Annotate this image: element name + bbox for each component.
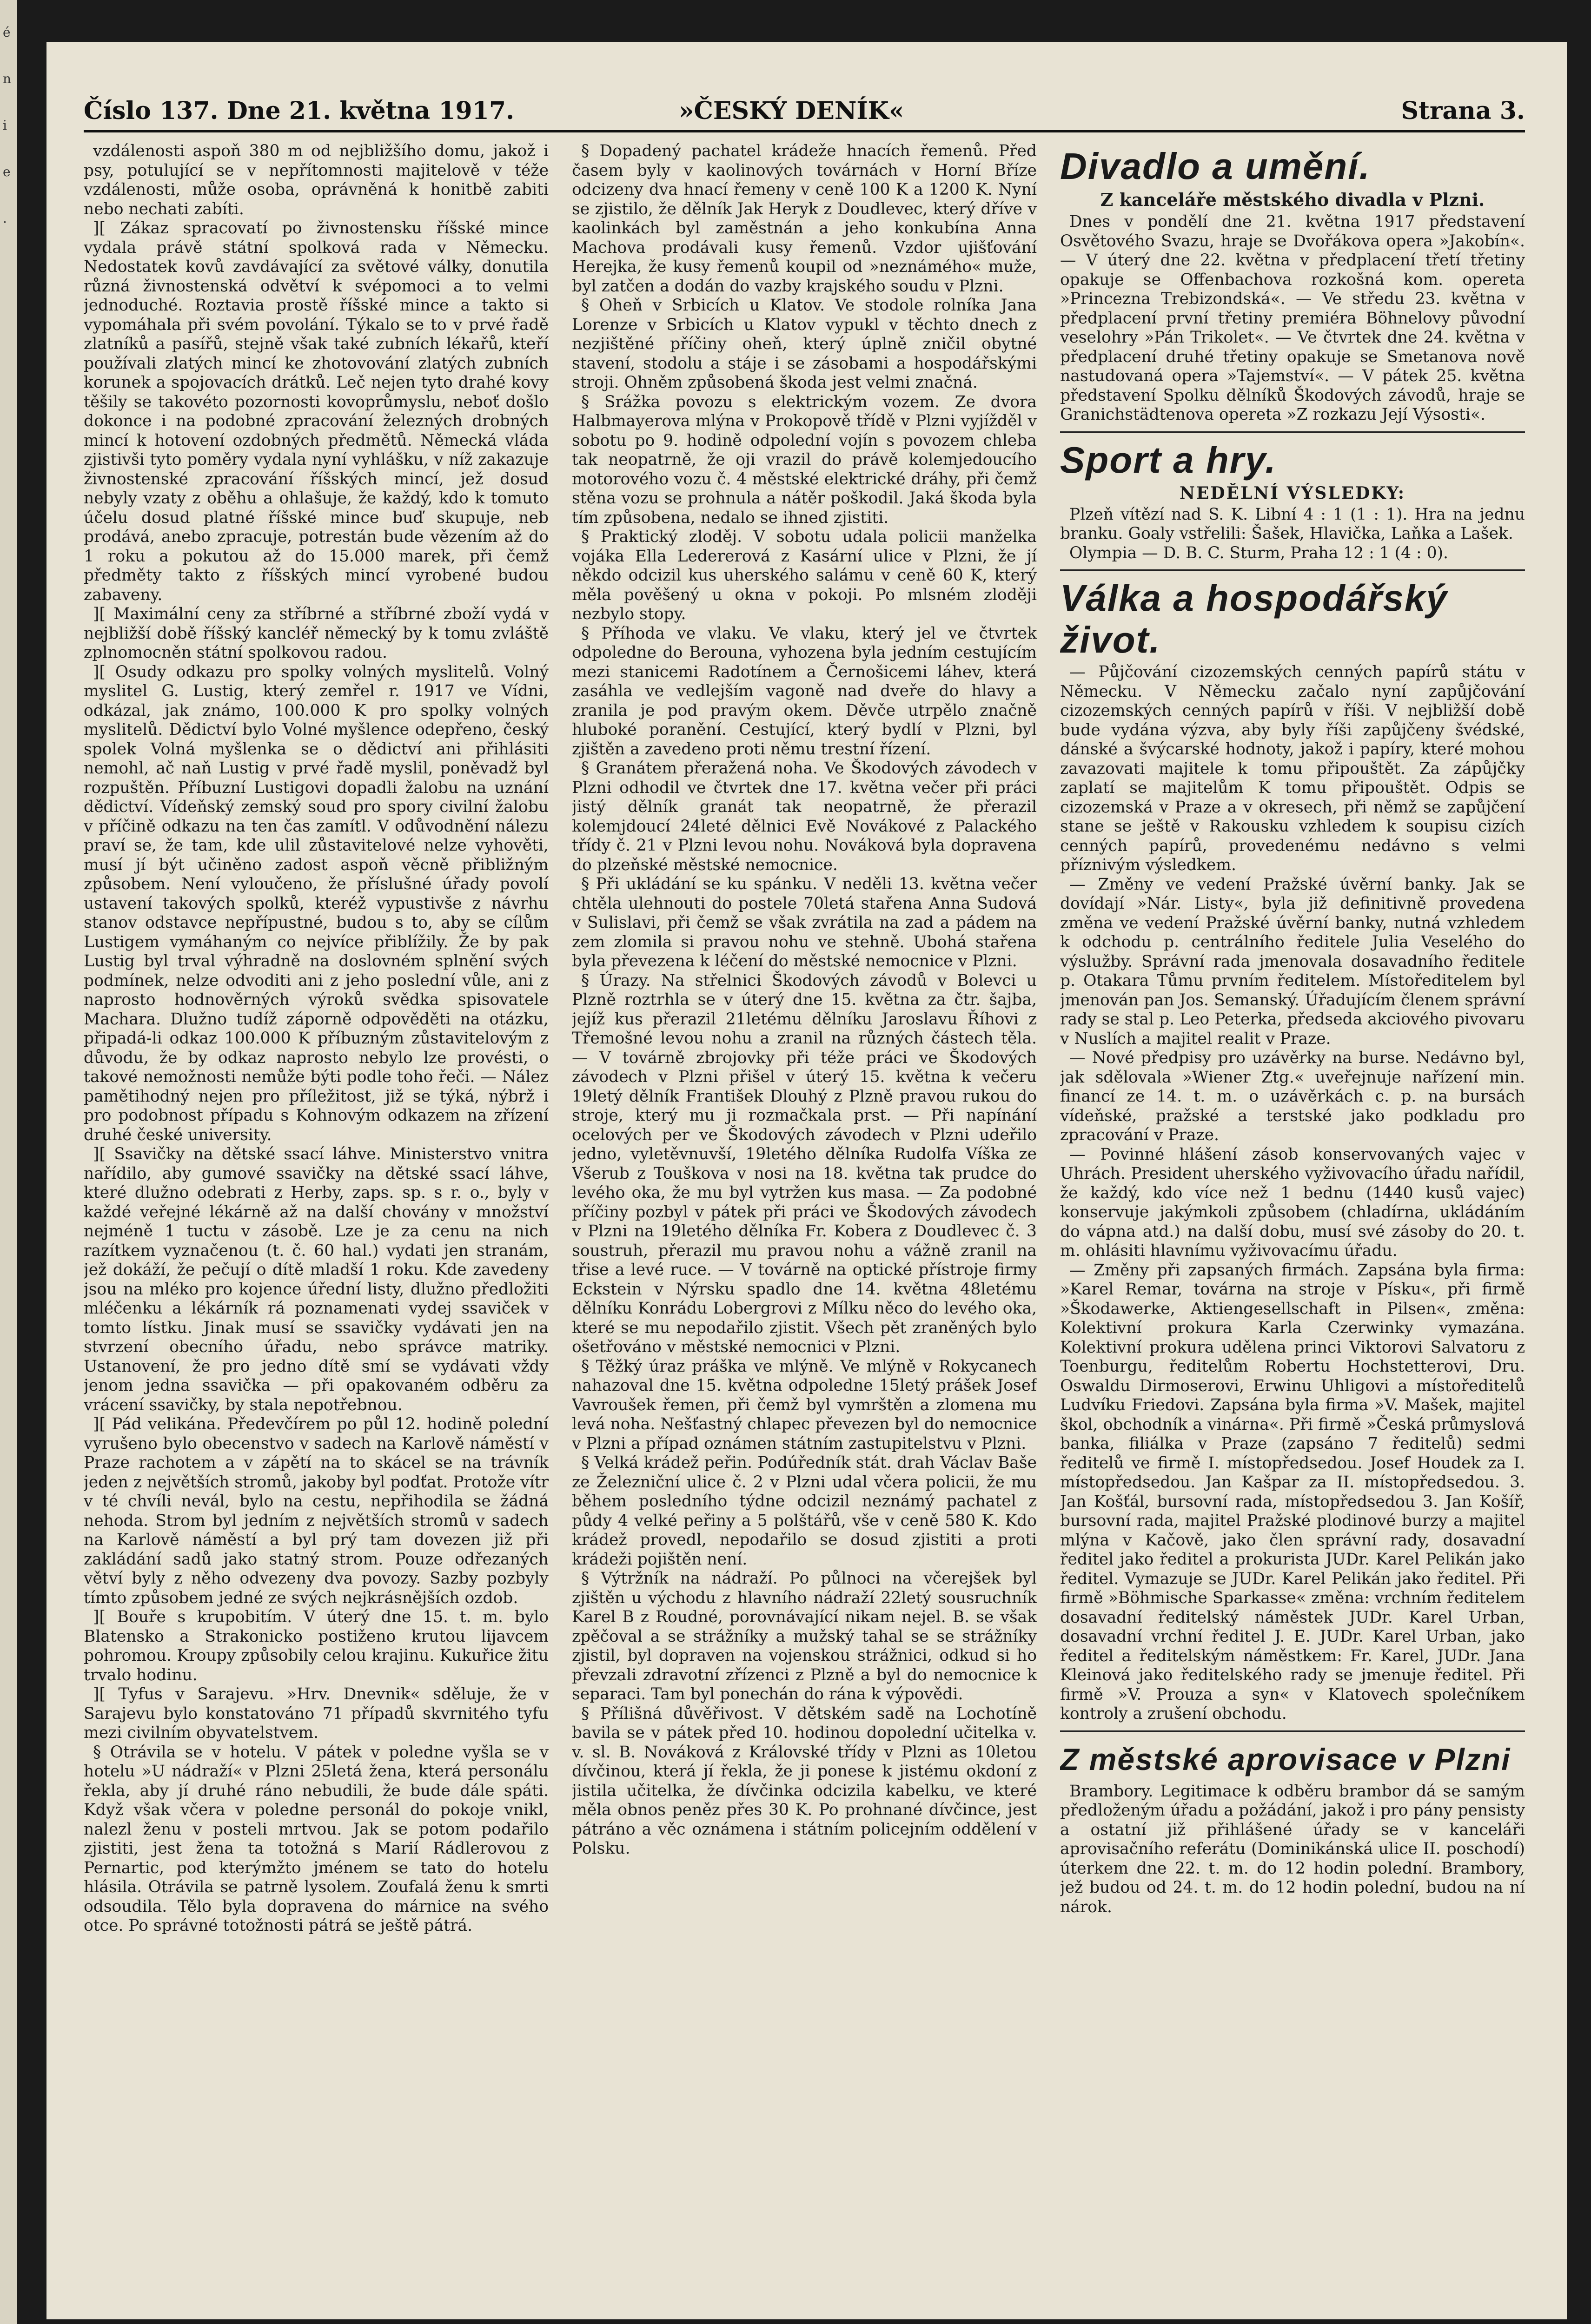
economy-article: — Nové předpisy pro uzávěrky na burse. Nedávno byl, jak sdělovala »Wiener Ztg.« uveřejnuje nařízení min. financí ze 14. t. m. o uzávěrkách c. p. na bursách vídeňské, pražské a terstské jako podkladu pro zpracování v Praze. bbox=[1060, 1049, 1525, 1144]
news-article: ][ Pád velikána. Předevčírem po půl 12. hodině polední vyrušeno bylo obecenstvo v sadech na Karlově náměstí v Praze rachotem a v zápětí na to skácel se na trávník jeden z největších stromů, jakoby byl podťat. Protože vítr v té chvíli nevál, bylo na cestu, nepřihodila se žádná nehoda. Strom byl jedním z největších stromů v sadech na Karlově náměstí a byl prý tam dovezen již při zakládání sadů jako statný strom. Pouze odřezaných větví byly z něho odvezeny dva povozy. Sazby pozbyly tímto způsobem jedné ze svých nejkrásnějších ozdob. bbox=[84, 1415, 549, 1607]
news-article: § Dopadený pachatel krádeže hnacích řemenů. Před časem byly v kaolinových továrnách v Horní Bříze odcizeny dva hnací řemeny v ceně 100 K a 1200 K. Nyní se zjistilo, že dělník Jak Heryk z Doudlevec, který dříve v kaolinkách byl zaměstnán a jeho konkubína Anna Machova prodávali kusy řemenů. Vzdor ujišťování Herejka, že kusy řemenů koupil od »neznámého« muže, byl zatčen a dodán do vazby krajského soudu v Plzni. bbox=[572, 142, 1037, 296]
sport-text: Plzeň vítězí nad S. K. Libní 4 : 1 (1 : 1). Hra na jednu branku. Goaly vstřelili: Šašek, Hlavička, Laňka a Lašek. bbox=[1060, 505, 1525, 543]
divider bbox=[1060, 1730, 1525, 1732]
newspaper-page bbox=[46, 42, 1567, 2319]
news-article: vzdálenosti aspoň 380 m od nejbližšího domu, jakož i psy, potulující se v nepřítomnosti majitelově v téže vzdálenosti, může osoba, oprávněná k honitbě zabiti nebo nechati zabíti. bbox=[84, 142, 549, 218]
news-article: ][ Maximální ceny za stříbrné a stříbrné zboží vydá v nejbližší době říšský kancléř německý by k tomu zvláště zplnomocněn státní spolkovou radou. bbox=[84, 605, 549, 662]
news-article: § Při ukládání se ku spánku. V neděli 13. května večer chtěla ulehnouti do postele 70letá stařena Anna Sudová v Sulislavi, při čemž se však zvrátila na zad a pádem na zem zlomila si pravou nohu ve stehně. Ubohá stařena byla převezena k léčení do městské nemocnice v Plzni. bbox=[572, 875, 1037, 971]
column-1 bbox=[84, 142, 549, 2289]
news-article: § Velká krádež peřin. Podúředník stát. drah Václav Baše ze Železniční ulice č. 2 v Plzni udal včera policii, že mu během posledního týdne odcizil neznámý pachatel z půdy 4 velké peřiny a 5 polštářů, vše v ceně 580 K. Kdo krádež provedl, nepodařilo se dosud zjistiti a proti krádeži pojištěn není. bbox=[572, 1453, 1037, 1569]
news-article: § Srážka povozu s elektrickým vozem. Ze dvora Halbmayerova mlýna v Prokopově třídě v Plzni vyjížděl v sobotu po 9. hodině odpolední vojín s povozem chleba tak neopatrně, že oji vrazil do právě kolemjedoucího motorového vozu č. 4 městské elektrické dráhy, při čemž stěna vozu se prohnula a nátěr poškodil. Jaká škoda byla tím způsobena, nedalo se ihned zjistiti. bbox=[572, 392, 1037, 527]
newspaper-title: »ČESKÝ DENÍK« bbox=[679, 97, 904, 125]
column-3 bbox=[1060, 142, 1525, 2289]
divider bbox=[1060, 569, 1525, 571]
news-article: § Úrazy. Na střelnici Škodových závodů v Bolevci u Plzně roztrhla se v úterý dne 15. května za čtr. šajba, jejíž kus přerazil 21letému dělníku Jaroslavu Říhovi z Třemošné levou nohu a zranil na různých částech těla. — V továrně zbrojovky při téže práci ve Škodových závodech v Plzni přišel v úterý 15. května k večeru 19letý dělník František Dlouhý z Plzně pravou rukou do stroje, který mu ji rozmačkala prst. — Při napínání ocelových per ve Škodových závodech v Plzni udeřilo jedno, vyletěvnuvší, 19letého dělníka Rudolfa Víška ze Všerub z Touškova v nosi na 18. května tak prudce do levého oka, že mu byl vytržen kus masa. — Za podobné příčiny pozbyl v pátek při práci ve Škodových závodech v Plzni na 19letého dělníka Fr. Kobera z Doudlevec č. 3 soustruh, přerazil mu pravou nohu a vážně zranil na třise a levé ruce. — V továrně na optické přístroje firmy Eckstein v Nýrsku spadlo dne 14. května 48letému dělníku Konrádu Lobergrovi z Mílku něco do levého oka, které se mu nepodařilo zjistit. Všech pět zraněných bylo ošetřováno v městské nemocnici v Plzni. bbox=[572, 971, 1037, 1356]
section-heading-provisioning: Z městské aprovisace v Plzni bbox=[1060, 1742, 1511, 1776]
news-article: ][ Bouře s krupobitím. V úterý dne 15. t. m. bylo Blatensko a Strakonicko postiženo krutou lijavcem pohromou. Kroupy způsobily celou krajinu. Kukuřice žitu trvalo hodinu. bbox=[84, 1608, 549, 1684]
theatre-subheading: Z kanceláře městského divadla v Plzni. bbox=[1100, 189, 1485, 210]
provisioning-text: Brambory. Legitimace k odběru brambor dá se samým předloženým úřadu a požádání, jakož i pro pány pensisty a ostatní již přihlášené úřady se v kanceláři aprovisačního referátu (Dominikánská ulice II. poschodí) úterkem dne 22. t. m. do 12 hodin polední. Brambory, jež budou od 24. t. m. do 12 hodin polední, budou na ní nárok. bbox=[1060, 1782, 1525, 1916]
news-article: ][ Osudy odkazu pro spolky volných myslitelů. Volný myslitel G. Lustig, který zemřel r. 1917 ve Vídni, odkázal, jak známo, 100.000 K pro spolky volných myslitelů. Dědictví bylo Volné myšlence odepřeno, český spolek Volná myšlenka se o dědictví ani přihlásiti nemohl, ač naň Lustig v prvé řadě myslil, poněvadž byl rozpuštěn. Příbuzní Lustigovi dopadli žalobu na uznání dědictví. Vídeňský zemský soud pro spory civilní žalobu v příčině odkazu na ten čas zamítl. V odůvodnění nálezu praví se, že tam, kde ulil zůstavitelové nelze vyhověti, musí jí být učiněno zadost aspoň věcně přibližným způsobem. Není vyloučeno, že příslušné úřady povolí ustavení takových spolků, kteréž vypustivše z návrhu stanov odstavce nepřípustné, budou s to, aby se cílům Lustigem vymáhaným co nejvíce přiblížily. Že by pak Lustig byl trval výhradně na doslovném splnění svých podmínek, nelze odvoditi ani z jeho poslední vůle, ani z naprosto hodnověrných výroků svědka spisovatele Machara. Dlužno tudíž záporně odpověděti na otázku, připadá-li odkaz 100.000 K příbuzným zůstavitelovým z důvodu, že by odkaz naprosto nebylo lze provésti, o takové nemožnosti nemůže býti podle toho řeči. — Nález pamětihodný nejen pro příležitost, již se týká, nýbrž i pro podobnost případu s Kohnovým odkazem na zřízení druhé české university. bbox=[84, 662, 549, 1144]
news-article: ][ Zákaz spracovatí po živnostensku říšské mince vydala právě státní spolková rada v Německu. Nedostatek kovů zavdávající za světové války, donutila různá živnostenská odvětví k svépomoci a to velmi jednoduché. Roztavia prostě říšské mince a takto si vypomáhala při svém povolání. Týkalo se to v prvé řadě zlatníků a pasířů, stejně však také zubních lékařů, kteří používali zlatých mincí ke zhotovování zlatých zubních korunek a spojovacích drátků. Leč nejen tyto drahé kovy těšily se takovéto pozornosti kovoprůmyslu, neboť došlo dokonce i na podobné zpracování železných drobných mincí k hotovení ozdobných předmětů. Německá vláda zjistivši tyto poměry vydala nyní vyhlášku, v níž zakazuje živnostenské zpracování říšských mincí, jež dosud nebyly vzaty z oběhu a ohlašuje, že každý, kdo k tomuto účelu dosud platné říšské mince buď skupuje, neb prodává, anebo zpracuje, potrestán bude vězením až do 1 roku a pokutou až do 15.000 marek, při čemž předměty takto z říšských mincí vyrobené budou zabaveny. bbox=[84, 219, 549, 604]
theatre-text: Dnes v pondělí dne 21. května 1917 představení Osvětového Svazu, hraje se Dvořákova opera »Jakobín«. — V úterý dne 22. května v předplacení třetí třetiny opakuje se Offenbachova rozkošná kom. opereta »Princezna Trebizondská«. — Ve středu 23. května v předplacení první třetiny premiéra Böhnelovy původní veselohry »Pán Trikolet«. — Ve čtvrtek dne 24. května v předplacení druhé třetiny opakuje se Smetanova nově nastudovaná opera »Tajemství«. — V pátek 25. května představení Spolku dělníků Škodových závodů, hraje se Granichstädtenova opereta »Z rozkazu Její Výsosti«. bbox=[1060, 212, 1525, 424]
news-article: § Otrávila se v hotelu. V pátek v poledne vyšla se v hotelu »U nádraží« v Plzni 25letá žena, která personálu řekla, aby jí druhé ráno nebudili, že bude dále spáti. Když však včera v poledne personál do pokoje vnikl, nalezl ženu v posteli mrtvou. Jak se potom podařilo zjistiti, jest žena ta totožná s Marií Rádlerovou z Pernartic, pod kterýmžto jménem se tato do hotelu hlásila. Otrávila se patrně lysolem. Zoufalá ženu k smrti odsoudila. Tělo byla dopravena do márnice na svého otce. Po správné totožnosti pátrá se ještě pátrá. bbox=[84, 1743, 549, 1935]
left-page-edge: é n i e . bbox=[0, 0, 17, 2324]
economy-article: — Povinné hlášení zásob konservovaných vajec v Uhrách. President uherského vyživovacího úřadu nařídil, že každý, kdo více než 1 bednu (1440 kusů vajec) konservuje jakýmkoli způsobem (chladírna, ukládáním do vápna atd.) na další dobu, musí své zásoby do 20. t. m. ohlásiti hlavnímu vyživovacímu úřadu. bbox=[1060, 1145, 1525, 1260]
section-heading-economy: Válka a hospodářský život. bbox=[1060, 577, 1448, 660]
section-heading-theatre: Divadlo a umění. bbox=[1060, 145, 1371, 187]
sport-subheading: NEDĚLNÍ VÝSLEDKY: bbox=[1179, 483, 1406, 503]
news-article: § Oheň v Srbicích u Klatov. Ve stodole rolníka Jana Lorenze v Srbicích u Klatov vypukl v těchto dnech z nezjištěné příčiny oheň, který úplně zničil obytné stavení, stodolu a stáje i se zásobami a hospodářskými stroji. Ohněm způsobená škoda jest velmi značná. bbox=[572, 296, 1037, 392]
news-article: § Praktický zloděj. V sobotu udala policii manželka vojáka Ella Ledererová z Kasární ulice v Plzni, že jí někdo odcizil kus uherského salámu v ceně 60 K, který měla pověšený u okna v pokoji. Po mlsném zloději nezbylo stopy. bbox=[572, 528, 1037, 623]
issue-info: Číslo 137. Dne 21. května 1917. bbox=[84, 97, 515, 125]
news-article: § Granátem přeražená noha. Ve Škodových závodech v Plzni odhodil ve čtvrtek dne 17. května večer při práci jistý dělník granát tak neopatrně, že přerazil kolemjdoucí 24leté dělnici Evě Novákové z Palackého třídy č. 21 v Plzni levou nohu. Nováková byla dopravena do plzeňské městské nemocnice. bbox=[572, 759, 1037, 874]
news-article: § Příhoda ve vlaku. Ve vlaku, který jel ve čtvrtek odpoledne do Berouna, vyhozena byla jedním cestujícím mezi stanicemi Radotínem a Černošicemi láhev, která zasáhla ve vedlejším vagoně nad dveře do hlavy a zranila je pod pravým okem. Děvče utrpělo značně hluboké poranění. Cestující, který bydlí v Plzni, byl zjištěn a zavedeno proti němu trestní řízení. bbox=[572, 624, 1037, 759]
page-header bbox=[84, 93, 1525, 132]
economy-articles bbox=[1060, 663, 1525, 1724]
news-article: § Přílišná důvěřivost. V dětském sadě na Lochotíně bavila se v pátek před 10. hodinou dopolední učitelka v. v. sl. B. Nováková z Královské třídy v Plzni as 10letou dívčinou, která jí řekla, že ji ponese k jistému okdoní z jistila učitelka, že dívčinka odcizila kabelku, ve které měla obnos peněz přes 30 K. Po prohnané dívčince, jest pátráno a věc oznámena i státním policejním oddělení v Polsku. bbox=[572, 1704, 1037, 1858]
column-2 bbox=[572, 142, 1037, 2289]
news-article: § Těžký úraz práška ve mlýně. Ve mlýně v Rokycanech nahazoval dne 15. května odpoledne 15letý prášek Josef Vavroušek řemen, při čemž byl vymrštěn a zlomena mu levá noha. Nešťastný chlapec převezen byl do nemocnice v Plzni a případ oznámen státním zastupitelstvu v Plzni. bbox=[572, 1357, 1037, 1453]
news-article: § Výtržník na nádraží. Po půlnoci na včerejšek byl zjištěn u východu z hlavního nádraží 22letý sousruchník Karel B z Roudné, porovnávající nikam nejel. B. se však zpěčoval a se strážníky a mužský tahal se se strážníky zjistil, byl dopraven na vojenskou strážnici, odkud si ho převzali zdravotní zřízenci z Plzně a byl do nemocnice k separaci. Tam byl ponechán do rána k výpovědi. bbox=[572, 1569, 1037, 1703]
news-article: ][ Ssavičky na dětské ssací láhve. Ministerstvo vnitra nařídilo, aby gumové ssavičky na dětské ssací láhve, které dlužno odebrati z Herby, zaps. sp. s r. o., byly v každé veřejné lékárně až na další chovány v množství nejméně 1 tuctu v zásobě. Lze je za cenu na nich razítkem vyznačenou (t. č. 60 hal.) vydati jen stranám, jež dokáží, že pečují o dítě mladší 1 roku. Kde zavedeny jsou na mléko pro kojence úřední listy, dlužno předložiti mléčenku a lékárník rá poznamenati vydej ssaviček v tomto lístku. Jinak musí se ssavičky vydávati jen na stvrzení obecního úřadu, nebo správce matriky. Ustanovení, že pro jedno dítě smí se vydávati vždy jenom jedna ssavička — při opakovaném odběru za vrácení ssavičky, by stala nepotřebnou. bbox=[84, 1145, 549, 1414]
sport-text-2: Olympia — D. B. C. Sturm, Praha 12 : 1 (4 : 0). bbox=[1069, 543, 1448, 562]
section-heading-sport: Sport a hry. bbox=[1060, 439, 1277, 481]
page-number: Strana 3. bbox=[1401, 97, 1525, 125]
divider bbox=[1060, 431, 1525, 433]
news-article: ][ Tyfus v Sarajevu. »Hrv. Dnevnik« sděluje, že v Sarajevu bylo konstatováno 71 případů skvrnitého tyfu mezi civilním obyvatelstvem. bbox=[84, 1685, 549, 1742]
economy-article: — Změny při zapsaných firmách. Zapsána byla firma: »Karel Remar, továrna na stroje v Písku«, při firmě »Škodawerke, Aktiengesellschaft in Pilsen«, změna: Kolektivní prokura Karla Czerwinky vymazána. Kolektivní prokura udělena princi Viktorovi Salvatoru z Toenburgu, ředitelům Robertu Hochstetterovi, Dru. Oswaldu Dirmoserovi, Erwinu Uhligovi a místoředitelů Ludvíku Friedovi. Zapsána byla firma »V. Mašek, majitel škol, obchodník a vinárna«. Při firmě »Česká průmyslová banka, filiálka v Praze (zapsáno 7 ředitelů) sedmi ředitelů ve firmě I. místopředsedou. Josef Houdek za I. místopředsedou. Jan Kašpar za II. místopředsedou. 3. Jan Košťál, bursovní rada, místopředsedou 3. Jan Košíř, bursovní rada, majitel Pražské plodinové burzy a majitel mlýna v Kačově, jako člen správní rady, dosavadní ředitel jako ředitel a prokurista JUDr. Karel Pelikán jako ředitel. Vymazuje se JUDr. Karel Pelikán jako ředitel. Při firmě »Böhmische Sparkasse« změna: vrchním ředitelem dosavadní ředitelský náměstek JUDr. Karel Urban, dosavadní vrchní ředitel J. E. JUDr. Karel Urban, jako ředitel a ředitelským náměstkem: Fr. Karel, JUDr. Jana Kleinová jako ředitelského rady se jmenuje ředitel. Při firmě »V. Prouza a syn« v Klatovech společníkem kontroly a zrušení obchodu. bbox=[1060, 1261, 1525, 1723]
economy-article: — Půjčování cizozemských cenných papírů státu v Německu. V Německu začalo nyní zapůjčování cizozemských cenných papírů v říši. V nejbližší době bude vydána výzva, aby byly říši zapůjčeny švédské, dánské a švýcarské hodnoty, jakož i papíry, které mohou zavazovati majitele k tomu připouštět. Za zápůjčky zaplatí se majitelům K tomu připouštět. Odpis se cizozemská v Praze a v okresech, při němž se zapůjčení stane se ještě v Rakousku vzhledem k soupisu cizích cenných papírů, provedenému nedávno s velmi příznivým výsledkem. bbox=[1060, 663, 1525, 874]
economy-article: — Změny ve vedení Pražské úvěrní banky. Jak se dovídají »Nár. Listy«, byla již definitivně provedena změna ve vedení Pražské úvěrní banky, nutná vzhledem k odchodu p. centrálního ředitele Julia Veselého do výslužby. Správní rada jmenovala dosavadního ředitele p. Otakara Tůmu prvním ředitelem. Místoředitelem byl jmenován pan Jos. Semanský. Úřadujícím členem správní rady se stal p. Leo Peterka, předseda akciového pivovaru v Nuslích a majitel realit v Praze. bbox=[1060, 875, 1525, 1048]
